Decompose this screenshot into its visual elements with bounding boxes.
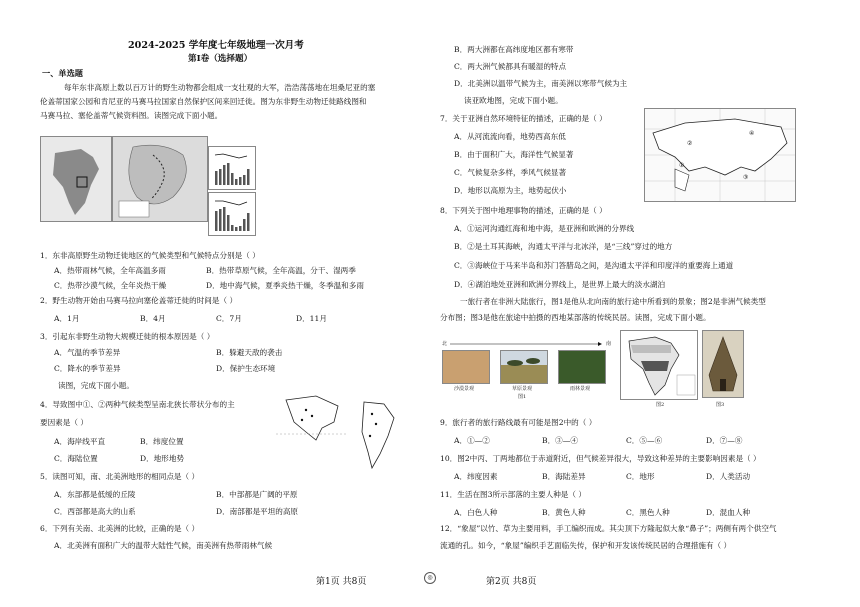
section-title: 一、单选题 (42, 68, 83, 78)
q5-option-a[interactable]: A．东部都是低缓的丘陵 (54, 490, 136, 499)
q7-option-d[interactable]: D．地形以高原为主，地势起伏小 (454, 186, 567, 195)
q4-stem-line1: 4．导致图中①、②两种气候类型呈南北狭长带状分布的主 (40, 400, 235, 409)
q1-option-c[interactable]: C．热带沙漠气候，全年炎热干燥 (54, 281, 167, 290)
q11-option-a[interactable]: A．白色人种 (454, 508, 498, 517)
q12-line2: 流通的孔。如今，“象屋”编织手艺面临失传，保护和开发该传统民居的合理措施有（ ） (440, 541, 732, 550)
q11-option-b[interactable]: B．黄色人种 (542, 508, 586, 517)
q6-option-c[interactable]: C．两大洲气候都具有暖湿的特点 (454, 62, 567, 71)
q3-option-d[interactable]: D．保护生态环境 (216, 364, 276, 373)
q8-stem: 8．下列关于图中地理事物的描述，正确的是（ ） (440, 206, 607, 215)
q4-option-d[interactable]: D．地形地势 (140, 454, 185, 463)
q12-line1: 12．“象屋”以竹、草为主要用料，手工编织而成。其尖顶下方隆起似大象“鼻子”；两侧有两个供空气 (440, 524, 777, 533)
q2-option-d[interactable]: D．11月 (296, 314, 327, 323)
q7-option-a[interactable]: A．从河流流向看，地势西高东低 (454, 132, 566, 141)
q3-stem: 3．引起东非野生动物大规模迁徙的根本原因是（ ） (40, 332, 215, 341)
footer-left: 第1页 共8页 (316, 577, 367, 587)
intro1-line1: 每年东非高原上数以百万计的野生动物都会组成一支壮观的大军，浩浩荡荡地在坦桑尼亚的塞 (64, 83, 376, 92)
q5-option-c[interactable]: C．西部都是高大的山系 (54, 507, 136, 516)
q7-option-b[interactable]: B．由于面积广大，海洋性气候显著 (454, 150, 574, 159)
cap-desert: 沙漠景观 (454, 386, 475, 392)
right-page (430, 0, 860, 607)
cap-savanna: 草原景观 (512, 386, 533, 392)
fig1-label: 图1 (518, 394, 527, 400)
q8-option-b[interactable]: B．②是土耳其海峡，沟通太平洋与北冰洋，是“三线”穿过的地方 (454, 242, 673, 251)
q9-option-b[interactable]: B．③—④ (542, 436, 578, 445)
q4-option-b[interactable]: B．纬度位置 (140, 437, 184, 446)
q8-option-d[interactable]: D．④湖泊地处亚洲和欧洲分界线上，是世界上最大的淡水湖泊 (454, 280, 666, 289)
q3-option-c[interactable]: C．降水的季节差异 (54, 364, 121, 373)
q1-option-b[interactable]: B．热带草原气候，全年高温，分干、湿两季 (206, 266, 356, 275)
intro4-line2: 分布图；图3是他在旅途中拍摄的西地某部落的传统民居。读图，完成下面小题。 (440, 313, 711, 322)
q3-option-a[interactable]: A．气温的季节差异 (54, 348, 121, 357)
exam-title: 2024-2025 学年度七年级地理一次月考 (128, 40, 304, 51)
q10-option-d[interactable]: D．人类活动 (706, 472, 751, 481)
intro4-line1: 一旅行者在非洲大陆旅行，图1是他从北向南的旅行途中所看到的景象；图2是非洲气候类型 (460, 297, 766, 306)
svg-text:④: ④ (749, 130, 755, 137)
svg-text:②: ② (687, 140, 693, 147)
intro2: 读图，完成下面小题。 (58, 381, 134, 390)
q8-option-c[interactable]: C．③海峡位于马来半岛和苏门答腊岛之间，是沟通太平洋和印度洋的重要海上通道 (454, 261, 734, 270)
rainforest-landscape-photo (558, 350, 606, 384)
africa-climate-map (620, 330, 698, 400)
q2-option-c[interactable]: C．7月 (216, 314, 242, 323)
elephant-house-photo (702, 330, 744, 398)
fig3-label: 图3 (716, 402, 725, 408)
desert-landscape-photo (442, 350, 490, 384)
q1-option-a[interactable]: A．热带雨林气候，全年高温多雨 (54, 266, 166, 275)
americas-map (276, 392, 418, 472)
q9-option-c[interactable]: C．⑤—⑥ (626, 436, 663, 445)
q10-option-a[interactable]: A．纬度因素 (454, 472, 498, 481)
q7-option-c[interactable]: C．气候复杂多样，季风气候显著 (454, 168, 567, 177)
volume-title: 第Ⅰ卷（选择题） (188, 54, 253, 64)
eurasia-map (644, 108, 796, 202)
fig2-label: 图2 (656, 402, 665, 408)
q4-option-a[interactable]: A．海岸线平直 (54, 437, 106, 446)
q5-stem: 5．读图可知，南、北美洲地形的相同点是（ ） (40, 472, 200, 481)
q7-stem: 7．关于亚洲自然环境特征的描述，正确的是（ ） (440, 114, 607, 123)
q10-option-b[interactable]: B．海陆差异 (542, 472, 586, 481)
africa-map-image (40, 136, 112, 222)
migration-route-map (112, 136, 208, 222)
q5-option-d[interactable]: D．南部都是平坦的高原 (216, 507, 299, 516)
south-label: 南 (606, 341, 612, 347)
svg-text:①: ① (679, 162, 685, 169)
q6-option-b[interactable]: B．两大洲都在高纬度地区都有寒带 (454, 45, 574, 54)
q2-option-a[interactable]: A．1月 (54, 314, 80, 323)
q4-stem-line2: 要因素是（ ） (40, 418, 88, 427)
q6-option-d[interactable]: D．北美洲以温带气候为主，南美洲以寒带气候为主 (454, 79, 628, 88)
svg-text:③: ③ (743, 174, 749, 181)
q3-option-b[interactable]: B．躲避天敌的袭击 (216, 348, 283, 357)
q6-stem: 6．下列有关南、北美洲的比较，正确的是（ ） (40, 524, 200, 533)
footer-right: 第2页 共8页 (486, 577, 537, 587)
intro3: 读亚欧地图，完成下面小题。 (464, 96, 563, 105)
q2-option-b[interactable]: B．4月 (140, 314, 166, 323)
q6-option-a[interactable]: A．北美洲有面积广大的温带大陆性气候，南美洲有热带雨林气候 (54, 541, 273, 550)
intro1-line3: 马赛马拉、塞伦盖蒂气候资料图。读图完成下面小题。 (40, 111, 223, 120)
serengeti-climate-chart (208, 192, 256, 236)
q11-option-d[interactable]: D．混血人种 (706, 508, 751, 517)
north-label: 北 (442, 341, 448, 347)
q9-stem: 9．旅行者的旅行路线最有可能是图2中的（ ） (440, 418, 597, 427)
q1-stem: 1．东非高原野生动物迁徙地区的气候类型和气候特点分别是（ ） (40, 251, 260, 260)
q11-option-c[interactable]: C．黑色人种 (626, 508, 670, 517)
cap-rainforest: 雨林景观 (570, 386, 591, 392)
q10-option-c[interactable]: C．地形 (626, 472, 655, 481)
q8-option-a[interactable]: A．①运河沟通红海和地中海，是亚洲和欧洲的分界线 (454, 224, 635, 233)
q11-stem: 11．生活在图3所示部落的主要人种是（ ） (440, 490, 586, 499)
center-binding-mark: ◎ (424, 572, 436, 584)
q9-option-a[interactable]: A．①—② (454, 436, 490, 445)
q1-option-d[interactable]: D．地中海气候，夏季炎热干燥，冬季温和多雨 (206, 281, 364, 290)
q10-stem: 10．图2中丙、丁两地都位于赤道附近，但气候差异很大，导致这种差异的主要影响因素是（ ） (440, 454, 761, 463)
q5-option-b[interactable]: B．中部都是广阔的平原 (216, 490, 298, 499)
maasai-mara-climate-chart (208, 146, 256, 190)
q4-option-c[interactable]: C．海陆位置 (54, 454, 98, 463)
intro1-line2: 伦盖蒂国家公园和肯尼亚的马赛马拉国家自然保护区间来回迁徙。图为东非野生动物迁徙路线图和 (40, 97, 367, 106)
north-south-arrow (450, 342, 602, 346)
q9-option-d[interactable]: D．⑦—⑧ (706, 436, 743, 445)
q2-stem: 2．野生动物开始由马赛马拉向塞伦盖蒂迁徙的时间是（ ） (40, 296, 238, 305)
savanna-landscape-photo (500, 350, 548, 384)
